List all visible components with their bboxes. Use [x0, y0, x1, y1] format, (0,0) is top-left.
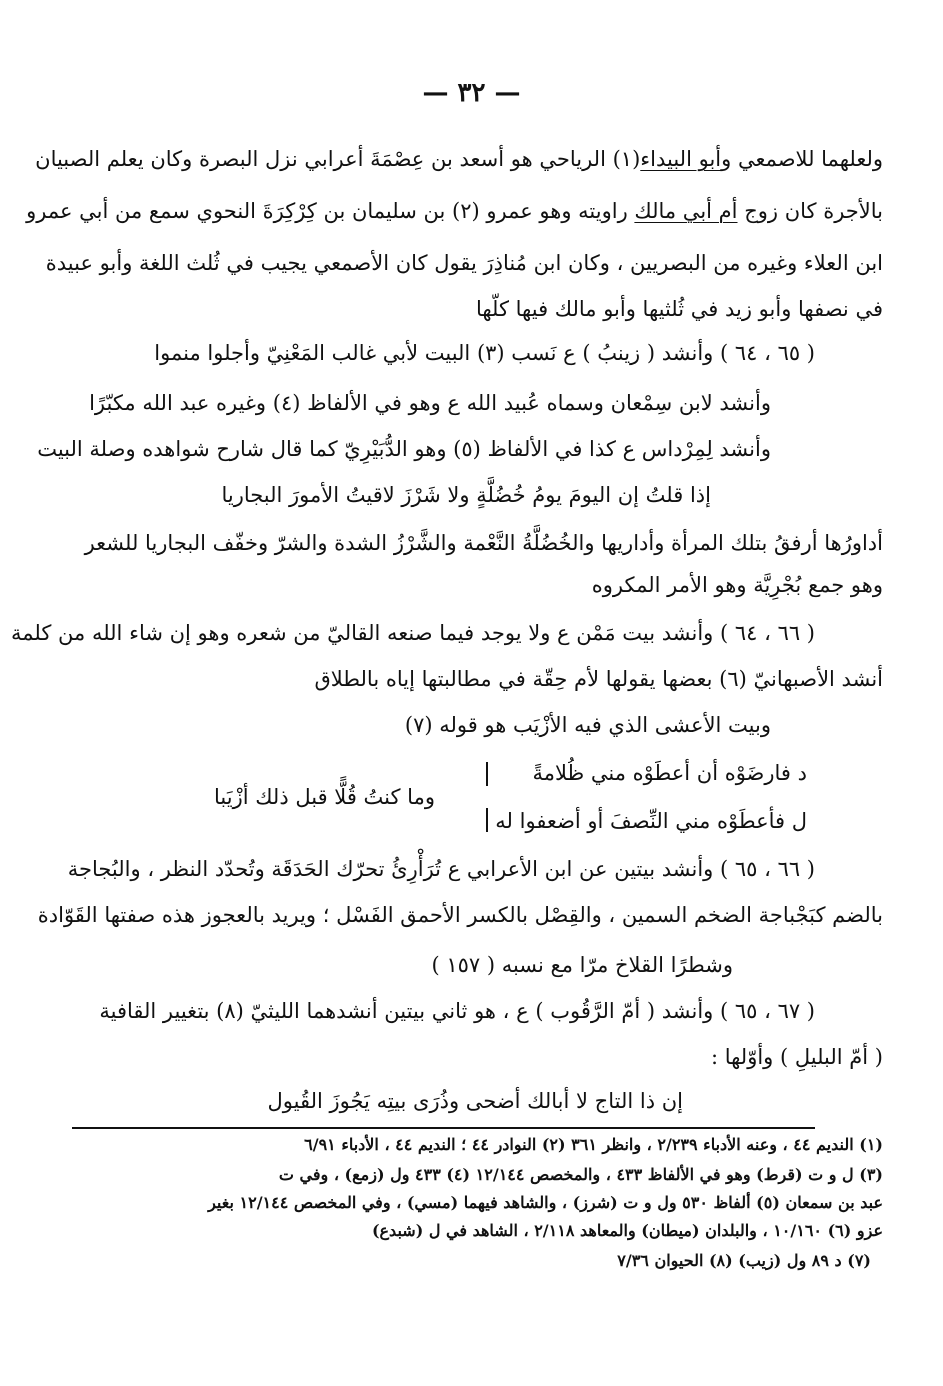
text-line-2-rest: راويته وهو عمرو (٢) بن سليمان بن كِرْكِرَةَ النحوي سمع من أبي عمرو: [26, 199, 635, 223]
verse-bracket-top: [486, 762, 488, 786]
text-line-18: ( أمّ البليلِ ) وأوّلها :: [710, 1045, 883, 1069]
text-line-17: ( ٦٧ ، ٦٥ ) وأنشد ( أمّ الرَّقُوب ) ع ، هو ثاني بيتين أنشدهما الليثيّ (٨) بتغيير القافية: [99, 999, 815, 1023]
page-number: — ٣٢ —: [422, 78, 521, 108]
text-line-9: أداورُها أرفقُ بتلك المرأة وأداريها والخُضُلَّةُ النَّعْمة والشَّرْزُ الشدة والشرّ وخفّف البجاريا للشعر: [84, 531, 883, 555]
text-line-10: وهو جمع بُجْرِيَّة وهو الأمر المكروه: [591, 573, 883, 597]
text-line-1: [35, 144, 883, 174]
footnote-line-1: (١) النديم ٤٤ ، وعنه الأدباء ٢/٢٣٩ ، وانظر ٣٦١ (٢) النوادر ٤٤ ؛ النديم ٤٤ ، الأدباء ٦/٩١: [304, 1135, 883, 1154]
text-line-6: وأنشد لابن سِمْعان وسماه عُبيد الله ع وهو في الألفاظ (٤) وغيره عبد الله مكبّرًا: [89, 391, 771, 415]
underlined-name-um-abi-malik: أم أبي مالك: [634, 199, 738, 223]
footnote-line-5: (٧) د ٨٩ ول (زيب) (٨) الحيوان ٧/٣٦: [617, 1251, 871, 1270]
text-line-11: ( ٦٦ ، ٦٤ ) وأنشد بيت مَمْن ع ولا يوجد فيما صنعه القاليّ من شعره وهو إن شاء الله من كلمة: [11, 621, 815, 645]
verse-bracket-bottom: [486, 808, 488, 832]
verse-line-final: إن ذا التاج لا أبالك أضحى وذُرَى بيتِه يَجُوزَ القُيول: [267, 1089, 683, 1113]
text-line-1-start: ولعلهما للاصمعي و: [721, 147, 883, 171]
text-line-7: وأنشد لِمِرْداس ع كذا في الألفاظ (٥) وهو الدُّبَيْرِيّ كما قال شارح شواهده وصلة البيت: [37, 437, 771, 461]
text-line-14: ( ٦٦ ، ٦٥ ) وأنشد بيتين عن ابن الأعرابي ع تُرَأْرِئُ تحرّك الحَدَقَة وتُحدّد النظر ، والبُجاجة: [67, 857, 815, 881]
footnote-divider: [72, 1127, 815, 1129]
text-line-13: وبيت الأعشى الذي فيه الأزْيَب هو قوله (٧): [404, 713, 771, 737]
underlined-name-abu-albaydaa: أبو البيداء: [640, 147, 722, 171]
verse-hemistich-1b: ل فأعطَوْه مني النِّصفَ أو أضعفوا له: [495, 809, 807, 833]
text-line-16: وشطرًا القلاخ مرّا مع نسبه ( ١٥٧ ): [431, 953, 733, 977]
text-line-2-start: بالأجرة كان زوج: [737, 199, 883, 223]
footnote-line-2: (٣) ل و ت (قرط) وهو في الألفاظ ٤٣٣ ، والمخصص ١٢/١٤٤ (٤) ٤٣٣ ول (زمع) ، وفي ت: [278, 1165, 883, 1184]
verse-hemistich-1a: د فارضَوْه أن أعطَوْه مني ظُلامةً: [532, 761, 807, 785]
footnote-line-4: عزو (٦) ١٠/١٦٠ ، والبلدان (ميطان) والمعاهد ٢/١١٨ ، الشاهد في ل (شبدع): [371, 1221, 883, 1240]
text-line-5: ( ٦٥ ، ٦٤ ) وأنشد ( زينبُ ) ع نَسب (٣) البيت لأبي غالب المَعْنِيّ وأجلوا منموا: [154, 341, 815, 365]
verse-line: إذا قلتُ إن اليومَ يومُ خُضُلَّةٍ ولا شَرْزَ لاقيتُ الأمورَ البجاريا: [221, 483, 711, 507]
text-line-1-rest: (١) الرياحي هو أسعد بن عِصْمَةَ أعرابي نزل البصرة وكان يعلم الصبيان: [35, 147, 641, 171]
footnote-line-3: عبد بن سمعان (٥) ألفاظ ٥٣٠ ول و ت (شرز) ، والشاهد فيهما (مسي) ، وفي المخصص ١٢/١٤٤ بغير: [208, 1193, 883, 1212]
text-line-2: [26, 196, 883, 226]
verse-hemistich-2: وما كنتُ قُلًّا قبل ذلك أزْيَبا: [214, 785, 435, 809]
text-line-15: بالضم كبَجْباجة الضخم السمين ، والقِصْل بالكسر الأحمق الفَسْل ؛ ويريد بالعجوز هذه صفتها القَوّادة: [37, 903, 883, 927]
text-line-3: ابن العلاء وغيره من البصريين ، وكان ابن مُناذِرَ يقول كان الأصمعي يجيب في ثُلث اللغة وأبو عبيدة: [45, 251, 883, 275]
text-line-12: أنشد الأصبهانيّ (٦) بعضها يقولها لأم حِقّة في مطالبتها إياه بالطلاق: [314, 667, 883, 691]
text-line-4: في نصفها وأبو زيد في ثُلثيها وأبو مالك فيها كلّها: [475, 297, 883, 321]
